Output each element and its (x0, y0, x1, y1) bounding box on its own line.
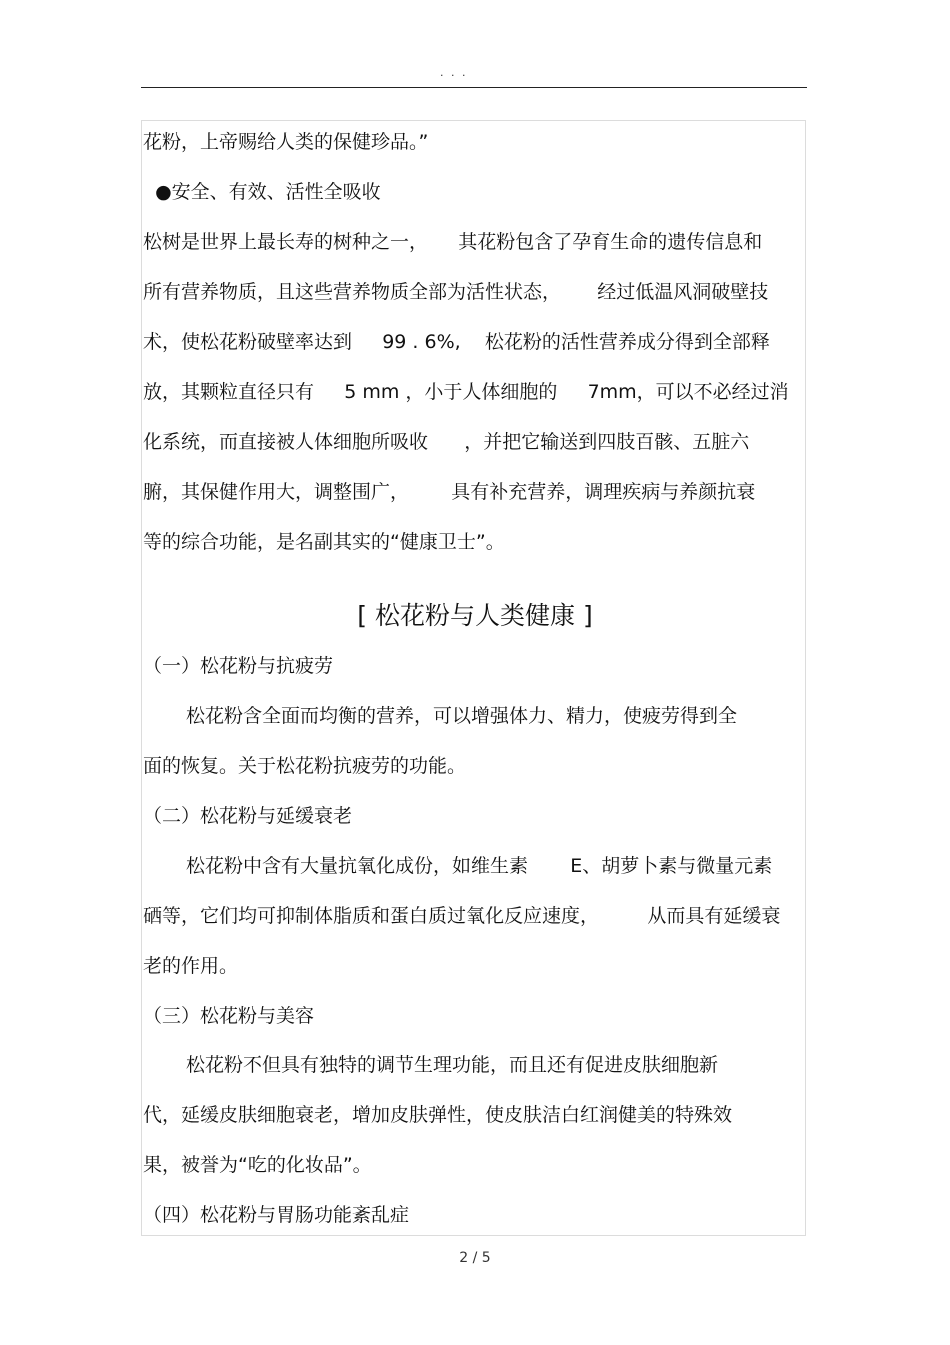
paragraph-line: 老的作用。 (143, 955, 239, 977)
subsection-heading: （四）松花粉与胃肠功能紊乱症 (143, 1204, 410, 1226)
header-rule (141, 87, 807, 88)
subsection-heading: （三）松花粉与美容 (143, 1005, 315, 1027)
body-line: 术，使松花粉破壁率达到 99 . 6%, 松花粉的活性营养成分得到全部释 (143, 331, 770, 353)
body-line: 花粉，上帝赐给人类的保健珍品。” (143, 131, 429, 153)
body-line: 等的综合功能，是名副其实的“健康卫士”。 (143, 531, 505, 553)
body-line: 腑，其保健作用大，调整围广， 具有补充营养，调理疾病与养颜抗衰 (143, 481, 756, 503)
subsection-heading: （一）松花粉与抗疲劳 (143, 655, 334, 677)
paragraph-line: 松花粉含全面而均衡的营养，可以增强体力、精力，使疲劳得到全 (186, 705, 738, 727)
paragraph-line: 硒等，它们均可抑制体脂质和蛋白质过氧化反应速度， 从而具有延缓衰 (143, 905, 781, 927)
body-line: 放，其颗粒直径只有 5 mm ，小于人体细胞的 7mm，可以不必经过消 (143, 381, 789, 403)
paragraph-line: 果，被誉为“吃的化妆品”。 (143, 1154, 372, 1176)
paragraph-line: 代，延缓皮肤细胞衰老，增加皮肤弹性，使皮肤洁白红润健美的特殊效 (143, 1104, 733, 1126)
subsection-heading: （二）松花粉与延缓衰老 (143, 805, 353, 827)
body-line: 所有营养物质，且这些营养物质全部为活性状态， 经过低温风洞破壁技 (143, 281, 769, 303)
body-line: 松树是世界上最长寿的树种之一， 其花粉包含了孕育生命的遗传信息和 (143, 231, 763, 253)
paragraph-line: 松花粉不但具有独特的调节生理功能，而且还有促进皮肤细胞新 (186, 1054, 719, 1076)
page-indicator: 2 / 5 (459, 1250, 491, 1266)
header-marks: . . . (440, 66, 468, 79)
paragraph-line: 面的恢复。关于松花粉抗疲劳的功能。 (143, 755, 467, 777)
bullet-heading: ●安全、有效、活性全吸收 (143, 181, 381, 203)
section-title: [ 松花粉与人类健康 ] (357, 601, 593, 630)
body-line: 化系统，而直接被人体细胞所吸收 ，并把它输送到四肢百骸、五脏六 (143, 431, 750, 453)
paragraph-line: 松花粉中含有大量抗氧化成份，如维生素 E、胡萝卜素与微量元素 (186, 855, 773, 877)
